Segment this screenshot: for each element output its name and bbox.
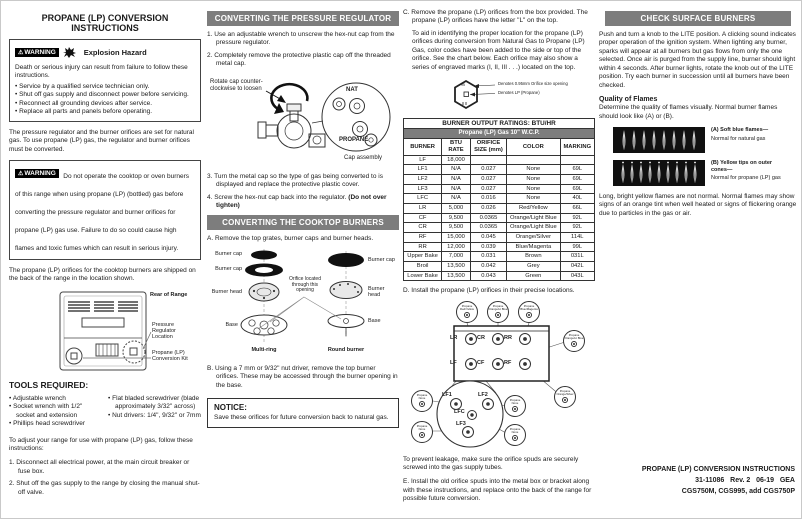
section-header-check-surface-burners: CHECK SURFACE BURNERS xyxy=(605,11,791,26)
burner-label-lr: LR xyxy=(450,334,458,341)
round-base-label: Base xyxy=(368,317,381,324)
nat-label: NAT xyxy=(346,86,358,93)
table-row: LF3 N/A 0.027 None 69L xyxy=(404,184,595,194)
table-row: Lower Bake 13,500 0.043 Green 043L xyxy=(404,271,595,281)
flame-a-label: (A) Soft blue flames— xyxy=(711,126,769,133)
warning-bullet: • Replace all parts and panels before operating. xyxy=(15,108,195,116)
table-row: RF 15,000 0.045 Orange/Silver 114L xyxy=(404,232,595,242)
table-row: LF 18,000 xyxy=(404,155,595,165)
table-row: LF2 N/A 0.027 None 69L xyxy=(404,174,595,184)
burner-exploded-drawing xyxy=(208,247,398,359)
multi-cap1-label: Burner cap xyxy=(215,250,242,257)
column-check-burners xyxy=(599,9,797,512)
document-footer xyxy=(642,465,795,498)
yellow-tip-flames-icon xyxy=(613,160,705,186)
notice-title: NOTICE: xyxy=(214,403,247,413)
section-header-pressure-regulator: CONVERTING THE PRESSURE REGULATOR xyxy=(207,11,399,26)
step-c-1: C. Remove the propane (LP) orifices from the box provided. The propane (LP) orifices have the letter "L" on the top. xyxy=(403,9,588,25)
orifice-bubble-none: Propane None xyxy=(504,424,526,446)
notice-text: Save these orifices for future conversion back to natural gas. xyxy=(214,414,389,422)
conversion-kit-label: Propane (LP) Conversion Kit xyxy=(152,349,188,363)
flame-b-desc: Normal for propane (LP) gas xyxy=(711,175,781,182)
orifice-note-label: Orifice located through this opening xyxy=(289,275,321,294)
round-cap-label: Burner cap xyxy=(368,256,395,263)
flame-example-b xyxy=(613,160,797,186)
warning-triangle-icon: ⚠ xyxy=(18,50,24,57)
table-row: LR 5,000 0.026 Red/Yellow 66L xyxy=(404,203,595,213)
rear-of-range-label: Rear of Range xyxy=(150,291,188,298)
notice-box xyxy=(207,398,399,427)
step-d: D. Install the propane (LP) orifices in their precise locations. xyxy=(403,287,575,295)
footer-title: PROPANE (LP) CONVERSION INSTRUCTIONS xyxy=(641,466,795,474)
do-not-overtighten: (Do not over tighten) xyxy=(216,193,387,210)
step-1: 1. Disconnect all electrical power, at the main circuit breaker or fuse box. xyxy=(9,459,190,475)
table-title-row: BURNER OUTPUT RATINGS: BTU/HR xyxy=(404,119,595,129)
multi-base-label: Base xyxy=(225,321,238,328)
table-row: CF 9,500 0.0365 Orange/Light Blue 92L xyxy=(404,213,595,223)
hex-callout-size: Denotes 0.95mm Orifice size opening xyxy=(498,81,568,87)
page-title: PROPANE (LP) CONVERSION INSTRUCTIONS xyxy=(41,13,169,33)
warning-badge: ⚠WARNING xyxy=(15,169,59,178)
warning-bullet: • Shut off gas supply and disconnect power before servicing. xyxy=(15,91,195,99)
pressure-regulator-diagram xyxy=(208,73,398,167)
tools-list xyxy=(9,393,201,429)
hazard-title: Explosion Hazard xyxy=(83,48,147,58)
column-orifices xyxy=(403,9,595,512)
cooktop-orifice-location-diagram xyxy=(404,300,594,450)
burner-label-lf3: LF3 xyxy=(456,420,466,427)
warning-bullet: • Reconnect all grounding devices after service. xyxy=(15,100,195,108)
tool-item: • Nut drivers: 1/4", 9/32" or 7mm xyxy=(108,412,201,420)
table-row: Broil 13,500 0.042 Grey 042L xyxy=(404,261,595,271)
orifice-ring-icon xyxy=(464,312,470,318)
step-c-2: To aid in identifying the proper location for the propane (LP) orifices during conversion from Natural Gas to Propane (LP) Gas, color codes have been added to the side or top of the orifice. See the chart below. Each orifice may also show a series of engraved marks (I, II, III . . .) located on the top. xyxy=(412,29,585,71)
burner-exploded-diagram xyxy=(208,247,398,359)
orifice-ring-icon xyxy=(562,397,568,403)
step-e: E. Install the old orifice spuds into the metal box or bracket along with these instructions, and replace onto the back of the range for possible future conversion. xyxy=(403,478,592,503)
footer-part-number: 31-11086 Rev. 2 06-19 GEA xyxy=(695,477,795,485)
orifice-ring-icon xyxy=(495,312,501,318)
reg-step-1: 1. Use an adjustable wrench to unscrew the hex-nut cap from the pressure regulator. xyxy=(207,31,395,47)
hex-engraving: 95 xyxy=(461,83,465,88)
abnormal-flames-paragraph: Long, bright yellow flames are not normal. Normal flames may show signs of an orange tint when well heated or signs of flickering orange due to particles in the gas or air. xyxy=(599,192,797,217)
warning-text: Do not operate the cooktop or oven burners of this range when using propane (LP) (bottled) gas before converting the pressure regulator and burner orifices for propane (LP) gas use. Failure to do so could cause high flames and toxic fumes which can result in serious injury. xyxy=(15,172,190,252)
warning-badge: ⚠WARNING xyxy=(15,48,59,57)
tool-item: • Phillips head screwdriver xyxy=(9,420,102,428)
table-row: CR 9,500 0.0365 Orange/Light Blue 92L xyxy=(404,223,595,233)
step-2: 2. Shut off the gas supply to the range by closing the manual shut-off valve. xyxy=(9,480,200,496)
multi-cap2-label: Burner cap xyxy=(215,265,242,272)
cap-assembly-label: Cap assembly xyxy=(344,154,383,161)
orifice-hexagon-diagram xyxy=(404,78,594,112)
burner-label-lf2: LF2 xyxy=(478,391,488,398)
explosion-hazard-icon xyxy=(63,47,76,58)
table-header-row: BURNER BTU RATE ORIFICE SIZE (mm) COLOR MARKING xyxy=(404,139,595,155)
tools-list-right xyxy=(108,395,201,429)
orifice-ring-icon xyxy=(512,406,518,412)
orifice-bubble-rr: Propane Blue/Magenta xyxy=(518,301,540,323)
quality-of-flames-title: Quality of Flames xyxy=(599,96,658,104)
table-subtitle-row: Propane (LP) Gas 10" W.C.P. xyxy=(404,129,595,139)
multi-head-label: Burner head xyxy=(211,288,242,295)
burner-label-rf: RF xyxy=(504,359,512,366)
table-row: LFC N/A 0.016 None 40L xyxy=(404,194,595,204)
hex-callout-lp: Denotes LP (Propane) xyxy=(498,90,540,96)
burner-output-table xyxy=(403,118,595,281)
warning-box-operation xyxy=(9,160,201,260)
cook-step-b: B. Using a 7 mm or 9/32" nut driver, remove the top burner orifices. These may be accessed through the burner opening in the base. xyxy=(207,364,398,389)
check-burners-paragraph: Push and turn a knob to the LITE position. A clicking sound indicates proper operation of the ignition system. When lighting any burner, sparks will appear at all burners but gas flows from only the one selected. Once air is purged from the supply line, burner should light within 4 seconds. After burner lights, rotate the knob out of the LITE position. Try each burner in succession until all burners have been checked. xyxy=(599,31,796,89)
burner-label-cr: CR xyxy=(477,334,485,341)
warning-bullet: • Service by a qualified service technician only. xyxy=(15,83,195,91)
table-row: Upper Bake 7,000 0.031 Brown 031L xyxy=(404,252,595,262)
warning-bullets xyxy=(15,83,195,117)
orifice-bubble-none: Propane None xyxy=(504,395,526,417)
propane-label: PROPANE xyxy=(339,136,369,143)
orifice-bubble-rf: Propane Orange/Silver xyxy=(554,386,576,408)
regulator-location-label: Pressure Regulator Location xyxy=(152,321,176,341)
adjust-intro: To adjust your range for use with propane (LP) gas, follow these instructions: xyxy=(9,436,193,452)
table-row: RR 12,000 0.039 Blue/Magenta 99L xyxy=(404,242,595,252)
burner-label-cf: CF xyxy=(477,359,485,366)
orifice-ring-icon xyxy=(419,432,425,438)
reg-step-2: 2. Completely remove the protective plastic cap off the threaded metal cap. xyxy=(207,51,391,68)
warning-intro: Death or serious injury can result from failure to follow these instructions. xyxy=(15,64,188,80)
regulator-set-paragraph: The pressure regulator and the burner orifices are set for natural gas. To use propane (LP) gas, the regulator and burner orifices must be converted. xyxy=(9,128,194,153)
warning-box-explosion xyxy=(9,39,201,122)
flame-a-desc: Normal for natural gas xyxy=(711,135,766,142)
rear-of-range-diagram xyxy=(10,290,200,374)
tool-item: • Flat bladed screwdriver (blade approximately 3/32" across) xyxy=(108,395,201,412)
table-row: LF1 N/A 0.027 None 69L xyxy=(404,165,595,175)
quality-of-flames-text: Determine the quality of flames visually. Normal burner flames should look like (A) or (B). xyxy=(599,104,778,120)
orifice-ring-icon xyxy=(419,401,425,407)
tool-item: • Socket wrench with 1/2" socket and extension xyxy=(9,403,102,420)
footer-models: CGS750M, CGS995, add CGS750P xyxy=(681,488,795,496)
soft-blue-flames-icon xyxy=(613,127,705,153)
flame-b-label: (B) Yellow tips on outer cones— xyxy=(711,159,773,173)
warning-triangle-icon: ⚠ xyxy=(18,171,24,178)
multi-ring-caption: Multi-ring xyxy=(251,346,277,353)
burner-label-lf1: LF1 xyxy=(442,391,452,398)
tools-required-title: TOOLS REQUIRED: xyxy=(9,379,89,390)
tool-item: • Adjustable wrench xyxy=(9,395,102,403)
cook-step-a: A. Remove the top grates, burner caps and burner heads. xyxy=(207,234,374,242)
section-header-cooktop-burners: CONVERTING THE COOKTOP BURNERS xyxy=(207,215,399,230)
burner-label-lf: LF xyxy=(450,359,457,366)
column-intro xyxy=(9,9,201,512)
reg-step-4: 4. Screw the hex-nut cap back into the regulator. (Do not over tighten) xyxy=(207,193,387,210)
orifice-bubble-cf: Propane Orange/Lt Blue xyxy=(563,330,585,352)
orifice-ring-icon xyxy=(571,341,577,347)
orifice-ring-icon xyxy=(512,435,518,441)
rotate-cap-label: Rotate cap counter-clockwise to loosen xyxy=(210,78,263,92)
round-burner-caption: Round burner xyxy=(327,346,365,353)
leak-note: To prevent leakage, make sure the orifice spuds are securely screwed into the gas supply tubes. xyxy=(403,455,579,472)
tools-list-left xyxy=(9,395,102,429)
burner-label-rr: RR xyxy=(504,334,512,341)
flame-image-b xyxy=(613,160,705,186)
orifice-ring-icon xyxy=(526,312,532,318)
flame-example-a xyxy=(613,127,797,153)
column-converting xyxy=(207,9,399,512)
flame-image-a xyxy=(613,127,705,153)
orifice-bubble-lr: Propane Red/Yellow xyxy=(456,301,478,323)
orifice-bubble-none: Propane None xyxy=(411,421,433,443)
orifice-bubble-none: Propane None xyxy=(411,390,433,412)
orifice-location-paragraph: The propane (LP) orifices for the cooktop burners are shipped on the back of the range in the location shown. xyxy=(9,266,196,283)
burner-label-lfc: LFC xyxy=(454,408,465,415)
reg-step-3: 3. Turn the metal cap so the type of gas being converted to is displayed and replace the protective plastic cover. xyxy=(207,172,383,189)
orifice-bubble-cr: Propane Orange/Lt Blue xyxy=(487,301,509,323)
round-head-label: Burner head xyxy=(368,285,385,299)
